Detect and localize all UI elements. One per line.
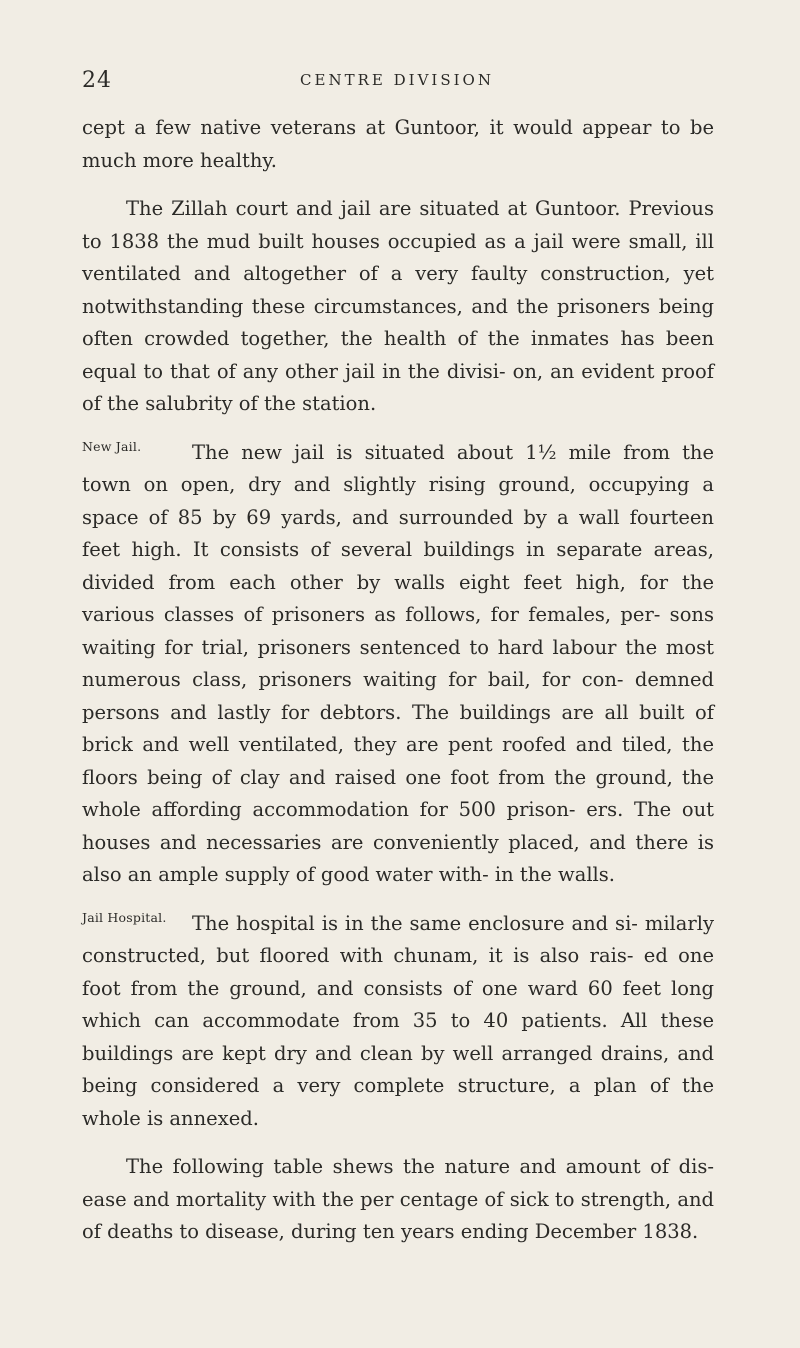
paragraph-text: cept a few native veterans at Guntoor, it would appear to be much more healthy. xyxy=(82,116,714,172)
sidenote-jail-hospital: Jail Hospital. xyxy=(82,909,167,925)
paragraph-new-jail xyxy=(82,437,714,892)
body-text xyxy=(82,112,714,1249)
paragraph-text: The Zillah court and jail are situated at Guntoor. Previous to 1838 the mud built houses occupied as a jail were small, ill ventilated and altogether of a very faulty construction, yet notwithstanding these circumstances, and the prisoners being often crowded together, the health of the inmates has been equal to that of any other jail in the divisi- on, an evident proof of the salubrity of the station. xyxy=(82,197,714,415)
paragraph-zillah-court xyxy=(82,193,714,421)
paragraph-text: The following table shews the nature and amount of dis- ease and mortality with the per centage of sick to strength, and of deaths to disease, during ten years ending December 1838. xyxy=(82,1155,714,1243)
paragraph-continuation xyxy=(82,112,714,177)
running-head: CENTRE DIVISION xyxy=(300,71,494,89)
paragraph-table-intro xyxy=(82,1151,714,1249)
paragraph-text: The new jail is situated about 1½ mile from the town on open, dry and slightly rising ground, occupying a space of 85 by 69 yards, and surrounded by a wall fourteen feet high. It consists of several buildings in separate areas, divided from each other by walls eight feet high, for the various classes of prisoners as follows, for females, per- sons waiting for trial, prisoners sentenced to hard labour the most numerous class, prisoners waiting for bail, for con- demned persons and lastly for debtors. The buildings are all built of brick and well ventilated, they are pent roofed and tiled, the floors being of clay and raised one foot from the ground, the whole affording accommodation for 500 prison- ers. The out houses and necessaries are conveniently placed, and there is also an ample supply of good water with- in the walls. xyxy=(82,440,714,886)
page-header xyxy=(82,68,712,98)
sidenote-new-jail: New Jail. xyxy=(82,438,142,454)
page-number: 24 xyxy=(82,68,112,93)
paragraph-text: The hospital is in the same enclosure and si- milarly constructed, but floored with chunam, it is also rais- ed one foot from the ground, and consists of one ward 60 feet long which can accommodate from 35 to 40 patients. All these buildings are kept dry and clean by well arranged drains, and being considered a very complete structure, a plan of the whole is annexed. xyxy=(82,911,714,1130)
paragraph-jail-hospital xyxy=(82,908,714,1136)
